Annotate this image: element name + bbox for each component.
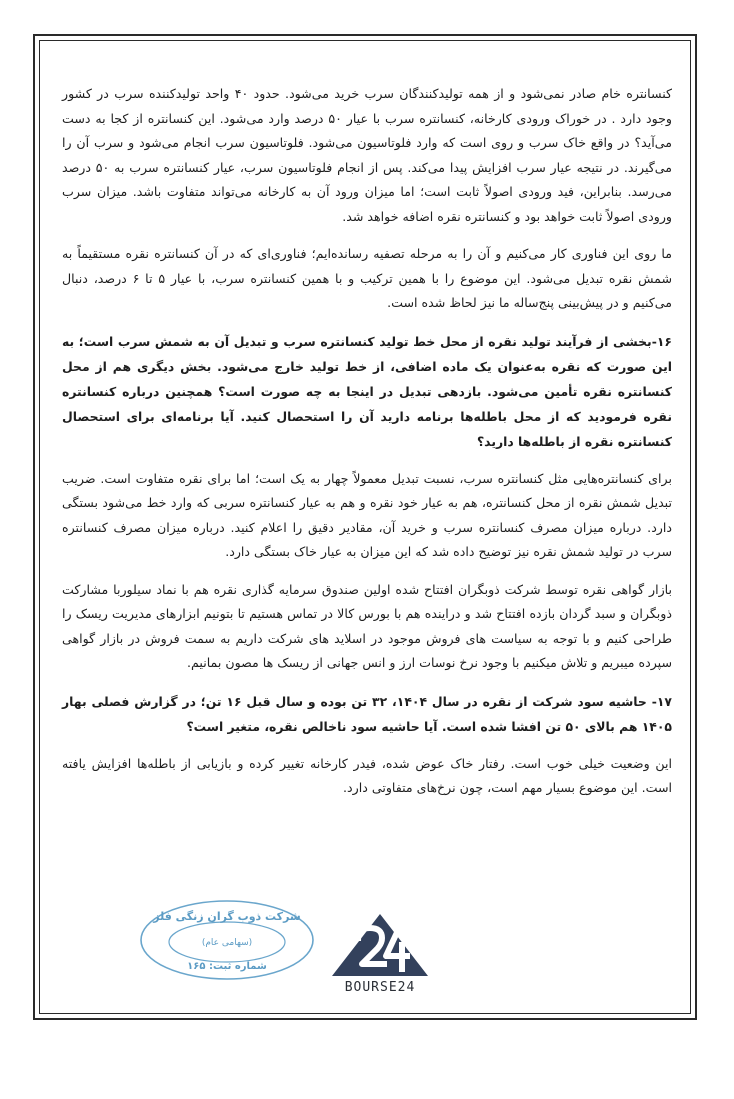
- paragraph-2: ما روی این فناوری کار می‌کنیم و آن را به مرحله تصفیه رسانده‌ایم؛ فناوری‌ای که در آن کنسانتره نقره مستقیماً به شمش نقره تبدیل می‌شود. این موضوع را با همین ترکیب و با همین کنسانتره سرب، با عیار ۵ تا ۶ درصد، دنبال می‌کنیم و در پیش‌بینی پنج‌ساله ما نیز لحاظ شده است.: [62, 246, 672, 310]
- stamp-company: شرکت ذوب گران زنگی فلز: [153, 910, 301, 923]
- company-stamp: [138, 898, 316, 982]
- document-body: [62, 82, 672, 814]
- logo-text: BOURSE24: [344, 980, 416, 995]
- paragraph-5: بازار گواهی نقره توسط شرکت ذوبگران افتتاح شده اولین صندوق سرمایه گذاری نقره هم با نماد سیلوربا مشارکت ذوبگران و سبد گردان بازده افتتاح شد و دراینده هم با بورس کالا در تماس هستیم تا بتونیم ابزارهای مدیریت ریسک را طراحی کنیم و با توجه به سیاست های فروش موجود در اسلاید های شرکت داریم به سمت فروش در بازار گواهی سپرده میبریم و تلاش میکنیم با وجود نرخ نوسات ارز و انس جهانی از ریسک ها مصون بمانیم.: [62, 581, 672, 670]
- question-16: ۱۶-بخشی از فرآیند تولید نقره از محل خط تولید کنسانتره سرب و تبدیل آن به شمش سرب است؛ به این صورت که نقره به‌عنوان یک ماده اضافی، از خط تولید خارج می‌شود. بخش دیگری هم از محل کنسانتره نقره تأمین می‌شود. بازدهی تبدیل در اینجا به چه صورت است؟ همچنین درباره کنسانتره نقره فرمودید که از محل باطله‌ها برنامه دارید آن را استحصال کنید. آیا برنامه‌ای برای استحصال کنسانتره نقره از باطله‌ها دارید؟: [62, 333, 672, 449]
- stamp-type: (سهامی عام): [201, 938, 253, 948]
- bourse24-logo: [330, 912, 430, 1000]
- question-17: ۱۷- حاشیه سود شرکت از نقره در سال ۱۴۰۴، ۳۲ تن بوده و سال قبل ۱۶ تن؛ در گزارش فصلی بهار ۱۴۰۵ هم بالای ۵۰ تن افشا شده است. آیا حاشیه سود ناخالص نقره، متغیر است؟: [62, 693, 672, 734]
- bourse24-logo-icon: [330, 912, 430, 978]
- stamp-registration: شماره ثبت: ۱۶۵: [187, 961, 267, 972]
- paragraph-7: این وضعیت خیلی خوب است. رفتار خاک عوض شده، فیدر کارخانه تغییر کرده و بازیابی از باطله‌ها افزایش یافته است. این موضوع بسیار مهم است، چون نرخ‌های متفاوتی دارد.: [62, 755, 672, 795]
- stamp-icon: [138, 898, 316, 982]
- paragraph-4: برای کنسانتره‌هایی مثل کنسانتره سرب، نسبت تبدیل معمولاً چهار به یک است؛ اما برای نقره متفاوت است. ضریب تبدیل شمش نقره از محل کنسانتره، هم به عیار خود نقره و هم به عیار کنسانتره سربی که وارد خط می‌شود بستگی دارد. درباره میزان مصرف کنسانتره سرب و خرید آن، مقادیر دقیق را اعلام کنید. درباره میزان مصرف کنسانتره سرب در تولید شمش نقره نیز توضیح داده شد که این میزان به عیار خاک بستگی دارد.: [62, 470, 672, 559]
- paragraph-1: کنسانتره خام صادر نمی‌شود و از همه تولیدکنندگان سرب خرید می‌شود. حدود ۴۰ واحد تولیدکننده سرب در کشور وجود دارد . در خوراک ورودی کارخانه، کنسانتره سرب با عیار ۵۰ درصد وارد می‌شود. این کنسانتره از کجا به دست می‌آید؟ در واقع خاک سرب و روی است که وارد فلوتاسیون می‌شود. فلوتاسیون سرب انجام می‌شود و سرب آن را می‌گیرند. در نتیجه عیار سرب افزایش پیدا می‌کند. پس از انجام فلوتاسیون سرب، عیار کنسانتره سرب به ۵۰ درصد می‌رسد. بنابراین، فید ورودی اصولاً ثابت است؛ اما میزان ورود آن به کارخانه می‌تواند متفاوت باشد. میزان سرب ورودی اصولاً ثابت خواهد بود و کنسانتره نقره اضافه خواهد شد.: [62, 86, 673, 224]
